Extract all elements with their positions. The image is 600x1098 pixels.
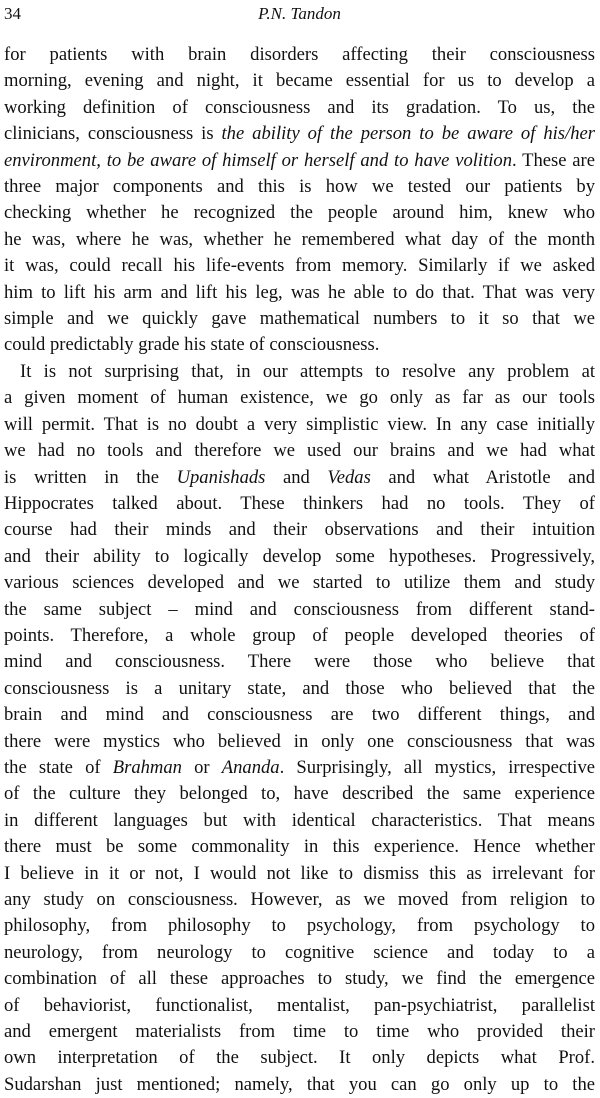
text-segment: Sudarshan just mentioned; namely, that you can go only up to the [4, 1073, 595, 1095]
page-number: 34 [4, 4, 21, 23]
text-segment: working definition of consciousness and its gradation. To us, the [4, 96, 595, 118]
text-line [4, 993, 595, 1019]
text-line [4, 121, 595, 147]
text-segment: and their ability to logically develop some hypotheses. Progressively, [4, 545, 595, 567]
text-line [4, 808, 595, 834]
text-segment: points. Therefore, a whole group of people developed theories of [4, 624, 595, 646]
italic-segment: environment, to be aware of himself or herself and to have volition [4, 149, 512, 171]
text-line [4, 42, 595, 68]
text-segment: he was, where he was, whether he remembered what day of the month [4, 228, 595, 250]
text-line [4, 517, 595, 543]
text-segment: a given moment of human existence, we go only as far as our tools [4, 387, 595, 409]
text-line [4, 200, 595, 226]
text-line [4, 95, 595, 121]
text-segment: combination of all these approaches to study, we find the emergence [4, 968, 595, 990]
text-segment: own interpretation of the subject. It only depicts what Prof. [4, 1047, 595, 1069]
text-line [4, 623, 595, 649]
text-segment: of behaviorist, functionalist, mentalist, pan-psychiatrist, parallelist [4, 994, 595, 1016]
text-segment: I believe in it or not, I would not like to dismiss this as irrelevant for [4, 862, 595, 884]
text-segment: and what Aristotle and [370, 466, 595, 488]
text-segment: or [181, 756, 222, 778]
text-segment: for patients with brain disorders affecting their consciousness [4, 44, 595, 65]
text-segment: is written in the [4, 466, 177, 488]
italic-segment: Ananda [221, 756, 280, 778]
text-segment: various sciences developed and we started to utilize them and study [4, 572, 595, 594]
text-segment: brain and mind and consciousness are two different things, and [4, 704, 595, 726]
text-segment: philosophy, from philosophy to psychology, from psychology to [4, 915, 595, 937]
text-line [4, 412, 595, 438]
text-segment: checking whether he recognized the people around him, knew who [4, 202, 595, 224]
text-line [4, 913, 595, 939]
text-line [4, 544, 595, 570]
text-segment: any study on consciousness. However, as we moved from religion to [4, 889, 595, 910]
text-line [4, 68, 595, 94]
text-line [4, 940, 595, 966]
paragraph [4, 42, 595, 359]
text-segment: there must be some commonality in this experience. Hence whether [4, 836, 595, 858]
text-segment: and emergent materialists from time to time who provided their [4, 1021, 595, 1043]
text-line [4, 781, 595, 807]
text-line [4, 227, 595, 253]
text-line [4, 359, 595, 385]
text-segment: . Surprisingly, all mystics, irrespective [279, 756, 595, 778]
text-segment: . These are [512, 149, 595, 171]
paragraph [4, 359, 595, 1098]
text-segment: there were mystics who believed in only one consciousness that was [4, 730, 595, 752]
text-line [4, 438, 595, 464]
text-segment: the state of [4, 756, 113, 778]
text-segment: of the culture they belonged to, have described the same experience [4, 783, 595, 805]
text-line [4, 702, 595, 728]
page-header [4, 2, 595, 42]
italic-segment: the ability of the person to be aware of his/her [221, 123, 595, 145]
text-line [4, 834, 595, 860]
text-line [4, 491, 595, 517]
text-line [4, 570, 595, 596]
text-line [4, 148, 595, 174]
text-segment: it was, could recall his life-events from memory. Similarly if we asked [4, 255, 595, 277]
text-line [4, 306, 595, 332]
text-segment: simple and we quickly gave mathematical numbers to it so that we [4, 308, 595, 330]
body-text [4, 42, 595, 1098]
text-line [4, 332, 595, 358]
text-segment: Hippocrates talked about. These thinkers had no tools. They of [4, 492, 595, 514]
text-line [4, 253, 595, 279]
text-segment: him to lift his arm and lift his leg, was he able to do that. That was very [4, 281, 595, 303]
text-segment: we had no tools and therefore we used our brains and we had what [4, 440, 595, 462]
text-segment: three major components and this is how we tested our patients by [4, 176, 595, 198]
text-line [4, 755, 595, 781]
text-line [4, 1045, 595, 1071]
text-segment: could predictably grade his state of consciousness. [4, 334, 380, 356]
text-segment: consciousness is a unitary state, and those who believed that the [4, 677, 595, 699]
text-line [4, 174, 595, 200]
text-line [4, 597, 595, 623]
text-segment: will permit. That is no doubt a very simplistic view. In any case initially [4, 413, 595, 435]
text-segment: the same subject – mind and consciousness from different stand- [4, 598, 595, 620]
running-head: P.N. Tandon [258, 4, 341, 23]
text-line [4, 861, 595, 887]
text-line [4, 1019, 595, 1045]
text-line [4, 676, 595, 702]
text-segment: It is not surprising that, in our attempts to resolve any problem at [20, 360, 595, 382]
text-line [4, 887, 595, 913]
text-segment: neurology, from neurology to cognitive science and today to a [4, 941, 595, 963]
text-line [4, 649, 595, 675]
text-line [4, 966, 595, 992]
text-segment: mind and consciousness. There were those who believe that [4, 651, 595, 673]
text-line [4, 465, 595, 491]
text-line [4, 729, 595, 755]
text-segment: morning, evening and night, it became essential for us to develop a [4, 70, 595, 92]
text-line [4, 280, 595, 306]
italic-segment: Brahman [112, 756, 182, 778]
text-line [4, 385, 595, 411]
text-segment: and [265, 466, 328, 488]
text-segment: course had their minds and their observations and their intuition [4, 519, 595, 541]
text-line [4, 1072, 595, 1098]
text-segment: clinicians, consciousness is [4, 123, 222, 145]
text-segment: in different languages but with identical characteristics. That means [4, 809, 595, 831]
italic-segment: Upanishads [176, 466, 266, 488]
italic-segment: Vedas [327, 466, 371, 488]
